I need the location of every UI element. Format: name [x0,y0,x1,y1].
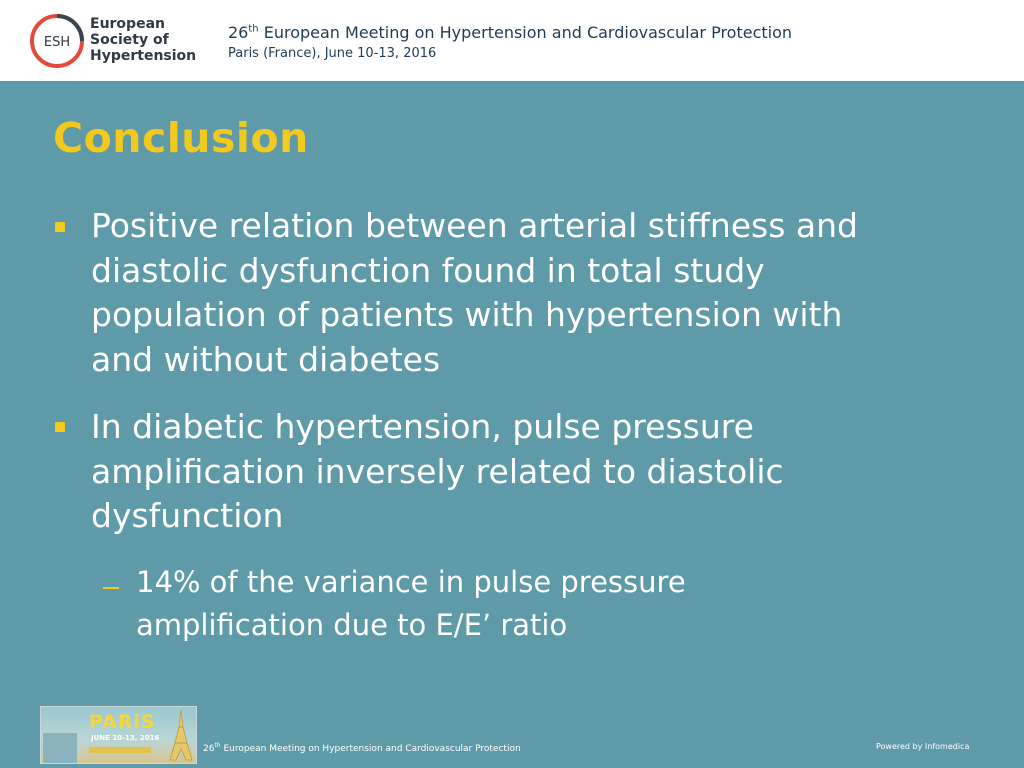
bullet-item [91,405,971,539]
thumbnail-date: JUNE 10-13, 2016 [91,734,160,742]
bullet-square-icon [55,222,65,232]
dash-bullet-icon [103,587,119,589]
footer-meeting-number: 26 [203,744,215,754]
bullet-line: population of patients with hypertension with [91,295,843,334]
organization-name [90,16,196,64]
paris-event-thumbnail [40,706,197,764]
org-name-line: Hypertension [90,48,197,64]
logo-text: ESH [43,35,71,50]
footer-meeting-suffix: th [214,742,221,749]
sub-bullet-line: amplification due to E/E’ ratio [136,608,568,642]
bullet-item [91,204,971,382]
building-silhouette [43,733,77,763]
sub-bullet-line: 14% of the variance in pulse pressure [136,565,686,599]
meeting-title [228,23,792,42]
footer-meeting-text: European Meeting on Hypertension and Cardiovascular Protection [223,744,521,754]
thumbnail-strip [89,747,151,753]
bullet-line: dysfunction [91,496,284,535]
thumbnail-title: PARiS [89,711,156,733]
powered-by-text: Powered by Infomedica [876,742,970,751]
eiffel-tower-icon [169,709,193,761]
bullet-line: and without diabetes [91,339,441,379]
bullet-line: Positive relation between arterial stiffness and [91,206,858,245]
footer-meeting-title [203,744,521,754]
meeting-number: 26 [228,23,249,42]
sub-bullet-item [136,561,956,647]
slide-title: Conclusion [53,114,309,162]
org-name-line: Society of [90,32,169,48]
bullet-square-icon [55,422,65,432]
slide-header [0,0,1024,81]
meeting-subtitle: Paris (France), June 10-13, 2016 [228,46,437,61]
bullet-line: amplification inversely related to diastolic [91,451,784,491]
meeting-number-suffix: th [248,23,259,35]
meeting-title-text: European Meeting on Hypertension and Cardiovascular Protection [263,23,793,42]
org-name-line: European [90,16,165,32]
bullet-line: diastolic dysfunction found in total study [91,250,765,290]
bullet-line: In diabetic hypertension, pulse pressure [91,407,754,446]
esh-logo [29,13,85,69]
